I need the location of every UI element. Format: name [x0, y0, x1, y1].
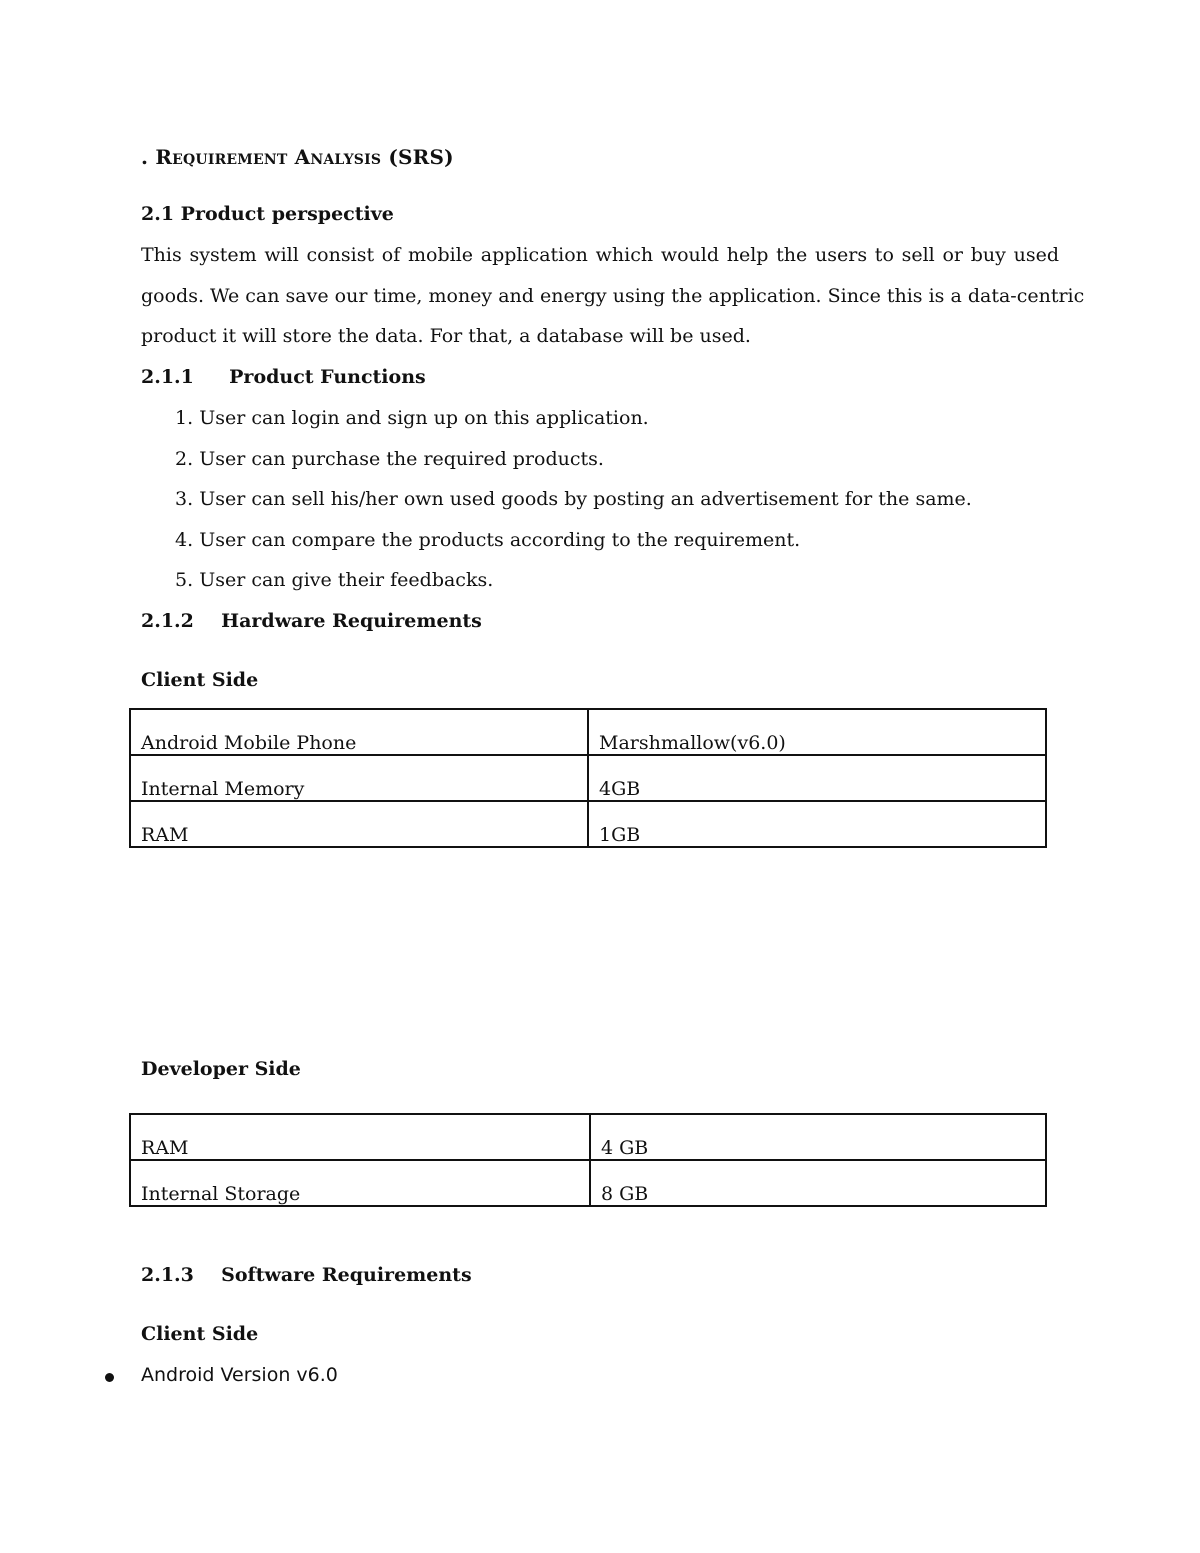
hardware-heading [141, 610, 482, 632]
product-functions-title: Product Functions [229, 366, 426, 388]
section-suffix: (SRS) [388, 145, 454, 169]
list-item-number: 5. [175, 569, 194, 591]
list-item-number: 4. [175, 529, 194, 551]
table-cell-key: Internal Memory [130, 755, 588, 801]
list-item-number: 3. [175, 488, 194, 510]
list-item [175, 529, 800, 551]
list-item-text: User can purchase the required products. [199, 448, 604, 470]
list-item-number: 1. [175, 407, 194, 429]
paragraph-line-3: product it will store the data. For that, a database will be used. [141, 325, 751, 347]
table-cell-key: RAM [130, 1114, 590, 1160]
table-cell-key: RAM [130, 801, 588, 847]
section-title [141, 145, 454, 169]
table-row [130, 1160, 1046, 1206]
table-row [130, 1114, 1046, 1160]
paragraph-line-2: goods. We can save our time, money and energy using the application. Since this is a data-centric [141, 285, 1085, 307]
list-item-number: 2. [175, 448, 194, 470]
hardware-number: 2.1.2 [141, 610, 194, 632]
table-cell-key: Internal Storage [130, 1160, 590, 1206]
table-cell-value: 8 GB [590, 1160, 1046, 1206]
table-cell-value: Marshmallow(v6.0) [588, 709, 1046, 755]
product-functions-heading [141, 366, 426, 388]
product-perspective-heading: 2.1 Product perspective [141, 203, 394, 225]
software-client-label: Client Side [141, 1323, 259, 1345]
list-item [175, 407, 649, 429]
table-cell-value: 1GB [588, 801, 1046, 847]
bullet-icon [105, 1373, 114, 1382]
list-item-text: User can sell his/her own used goods by posting an advertisement for the same. [199, 488, 972, 510]
software-bullet-item: Android Version v6.0 [141, 1364, 338, 1386]
hardware-title: Hardware Requirements [221, 610, 482, 632]
list-item [175, 488, 972, 510]
client-hardware-table [129, 708, 1047, 848]
list-item [175, 448, 604, 470]
product-functions-number: 2.1.1 [141, 366, 194, 388]
table-row [130, 709, 1046, 755]
paragraph-line-1: This system will consist of mobile application which would help the users to sell or buy used [141, 244, 1059, 266]
section-prefix: . [141, 145, 149, 169]
table-cell-value: 4 GB [590, 1114, 1046, 1160]
software-number: 2.1.3 [141, 1264, 194, 1286]
table-row [130, 755, 1046, 801]
list-item [175, 569, 493, 591]
list-item-text: User can give their feedbacks. [199, 569, 494, 591]
developer-hardware-table [129, 1113, 1047, 1207]
software-heading [141, 1264, 472, 1286]
hardware-client-label: Client Side [141, 669, 259, 691]
list-item-text: User can compare the products according to the requirement. [199, 529, 801, 551]
table-cell-key: Android Mobile Phone [130, 709, 588, 755]
table-cell-value: 4GB [588, 755, 1046, 801]
list-item-text: User can login and sign up on this application. [199, 407, 649, 429]
section-title-text: Requirement Analysis [155, 145, 382, 169]
software-title: Software Requirements [221, 1264, 472, 1286]
table-row [130, 801, 1046, 847]
hardware-developer-label: Developer Side [141, 1058, 301, 1080]
